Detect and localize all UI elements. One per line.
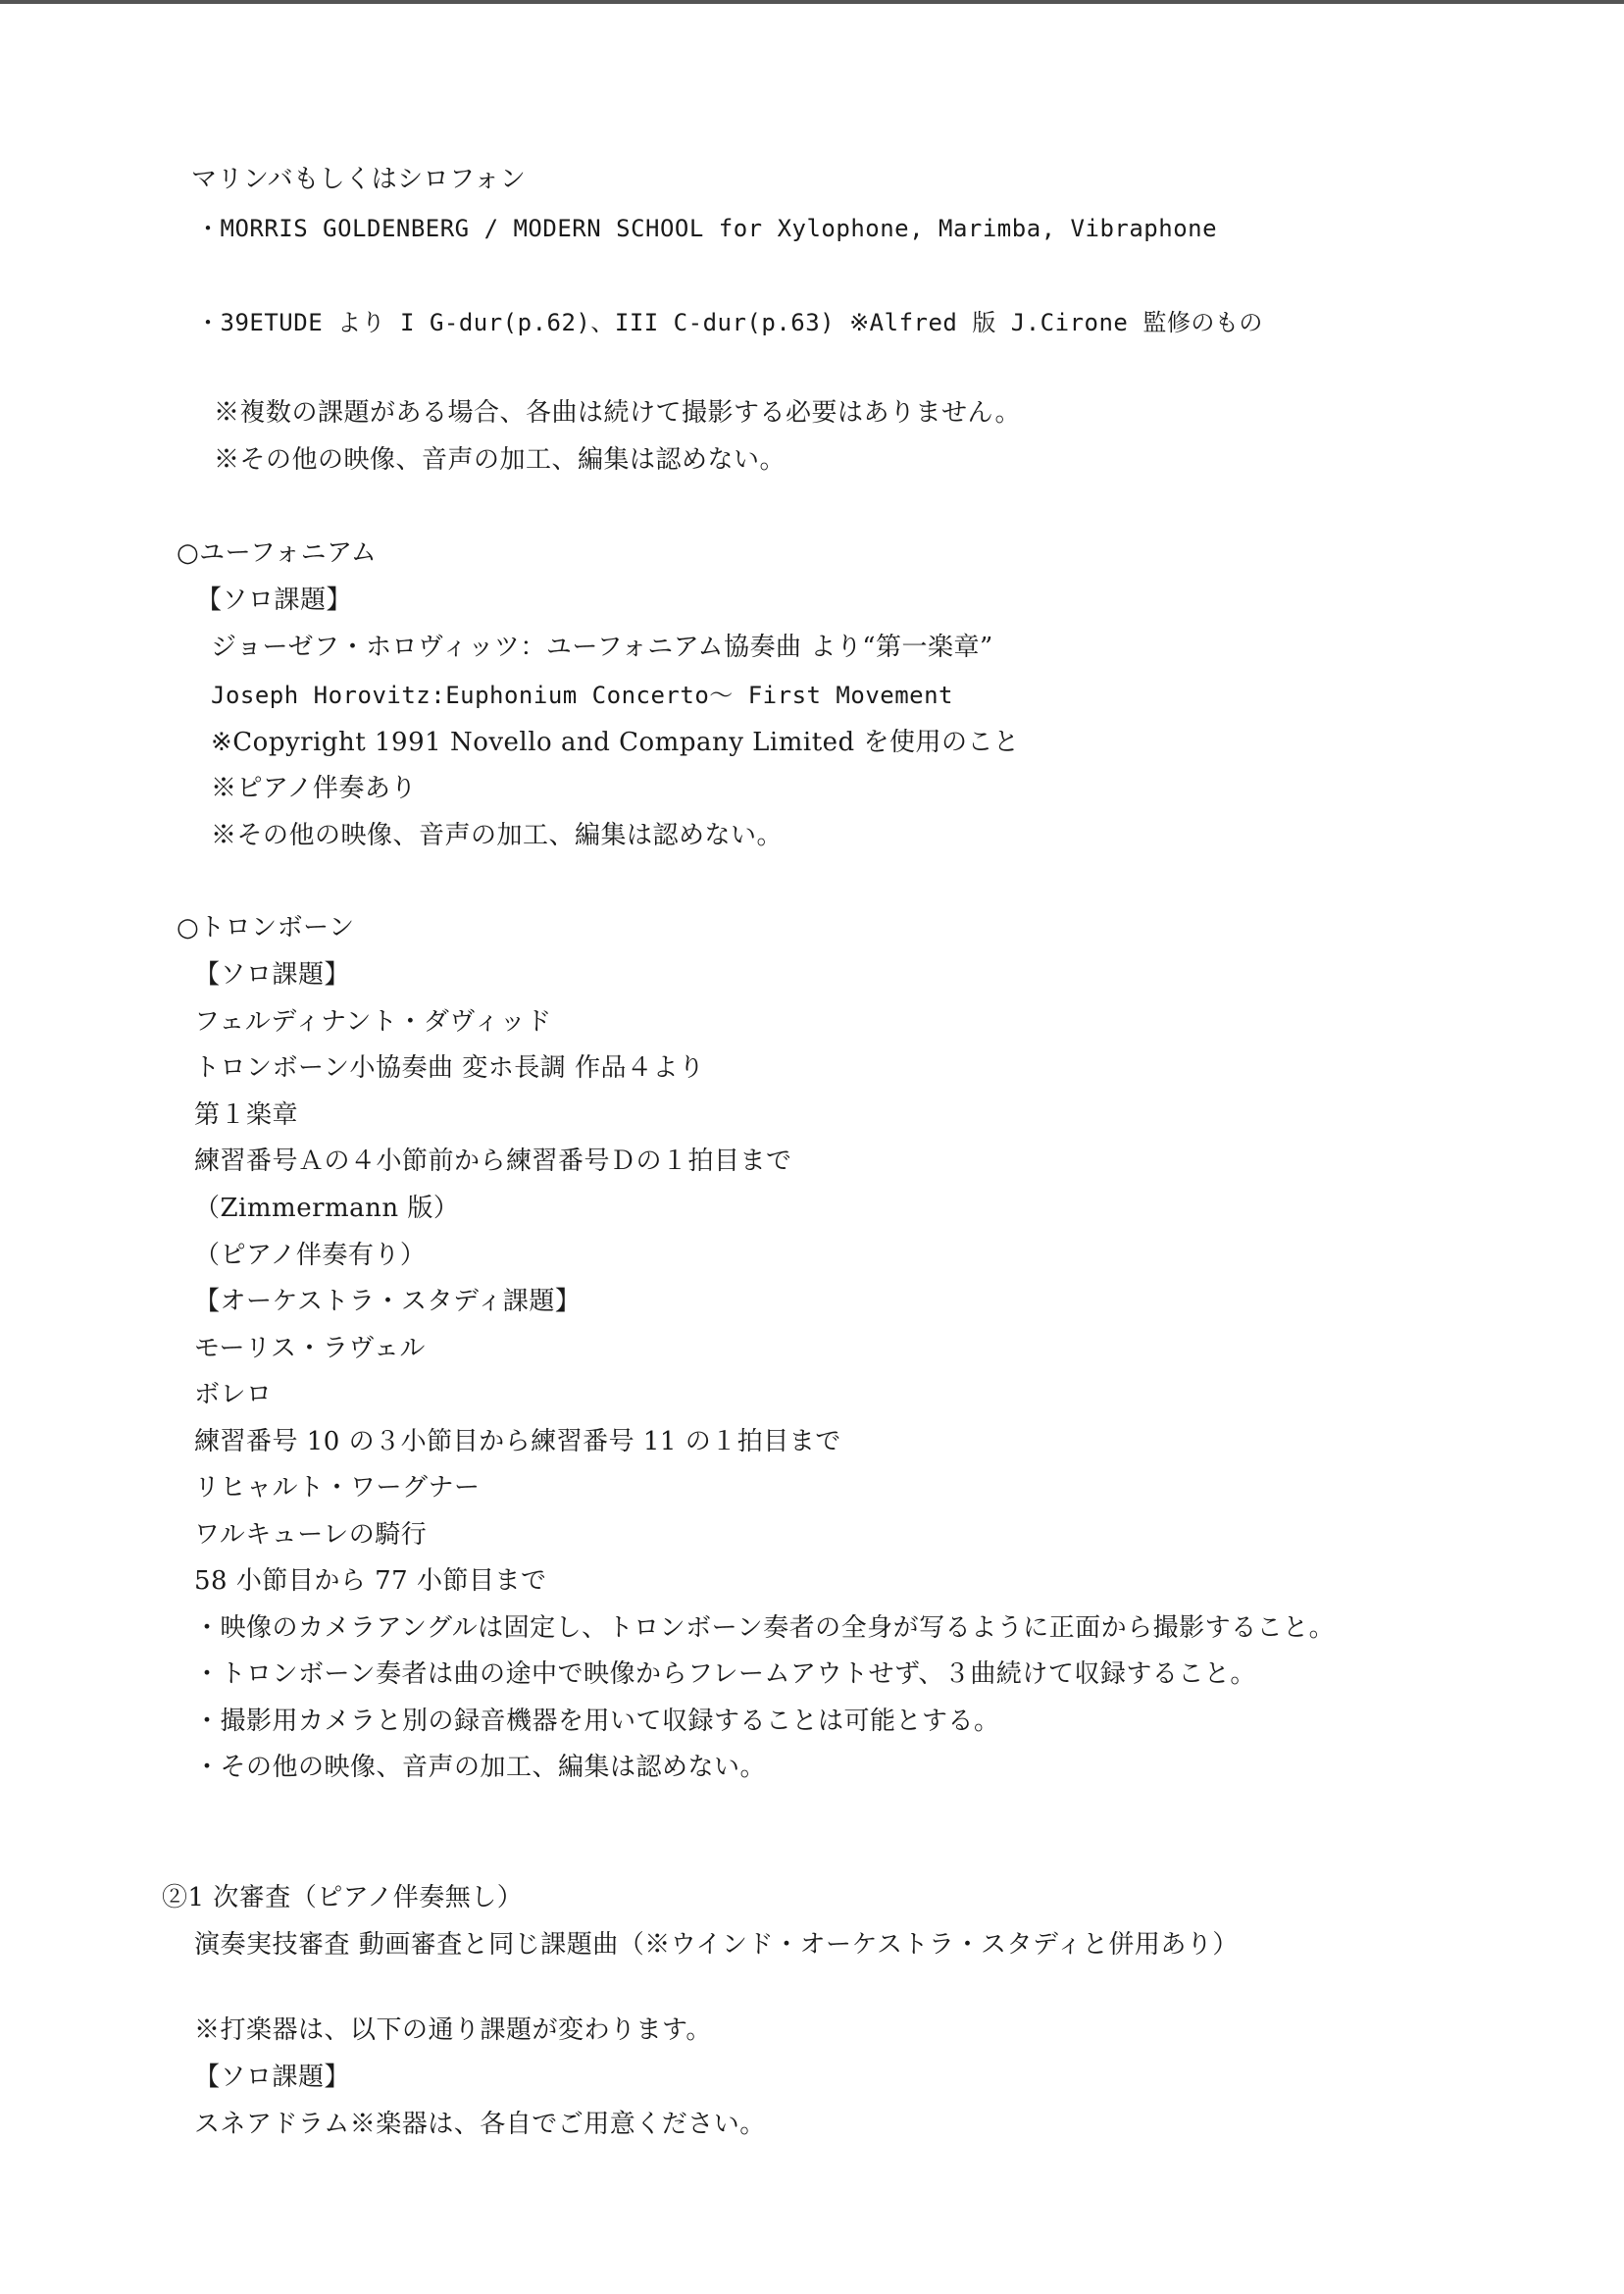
euphonium-solo-label: 【ソロ課題】 (196, 586, 353, 615)
first-review-solo-label: 【ソロ課題】 (194, 2063, 351, 2092)
trombone-composer: フェルディナント・ダヴィッド (194, 1007, 552, 1037)
euphonium-note: ※その他の映像、音声の加工、編集は認めない。 (211, 821, 784, 850)
first-review-desc: 演奏実技審査 動画審査と同じ課題曲（※ウインド・オーケストラ・スタディと併用あり） (194, 1930, 1239, 1960)
euphonium-edition: ※Copyright 1991 Novello and Company Limited を使用のこと (211, 728, 1020, 757)
trombone-orch1-piece: ボレロ (194, 1380, 273, 1409)
euphonium-piece-en: Joseph Horovitz:Euphonium Concerto～ First Movement (211, 682, 954, 709)
trombone-orch2-piece: ワルキューレの騎行 (194, 1520, 428, 1550)
marimba-heading: マリンバもしくはシロフォン (191, 165, 527, 194)
euphonium-heading: ○ユーフォニアム (177, 538, 378, 568)
first-review-snare: スネアドラム※楽器は、各自でご用意ください。 (194, 2110, 766, 2139)
marimba-item-2: ・39ETUDE より I G-dur(p.62)、III C-dur(p.63) ※Alfred 版 J.Cirone 監修のもの (196, 309, 1263, 336)
first-review-perc-note: ※打楽器は、以下の通り課題が変わります。 (194, 2015, 712, 2045)
trombone-orch1-range: 練習番号 10 の３小節目から練習番号 11 の１拍目まで (194, 1427, 841, 1456)
trombone-rule-2: ・トロンボーン奏者は曲の途中で映像からフレームアウトせず、３曲続けて収録すること。 (194, 1659, 1256, 1689)
trombone-orch2-composer: リヒャルト・ワーグナー (194, 1473, 481, 1503)
euphonium-piece-ja: ジョーゼフ・ホロヴィッツ：ユーフォニアム協奏曲 より“第一楽章” (211, 633, 993, 662)
trombone-heading: ○トロンボーン (177, 913, 355, 943)
trombone-orch-label: 【オーケストラ・スタディ課題】 (194, 1287, 582, 1316)
trombone-movement: 第１楽章 (194, 1100, 299, 1130)
marimba-item-1: ・MORRIS GOLDENBERG / MODERN SCHOOL for Xylophone, Marimba, Vibraphone (196, 215, 1218, 242)
trombone-rule-3: ・撮影用カメラと別の録音機器を用いて収録することは可能とする。 (194, 1707, 1000, 1736)
page-top-edge (0, 0, 1624, 4)
first-review-heading: ②1 次審査（ピアノ伴奏無し） (162, 1883, 524, 1912)
marimba-note-1: ※複数の課題がある場合、各曲は続けて撮影する必要はありません。 (214, 398, 1022, 428)
trombone-piece: トロンボーン小協奏曲 変ホ長調 作品４より (194, 1053, 705, 1083)
trombone-orch1-composer: モーリス・ラヴェル (194, 1334, 426, 1363)
trombone-orch2-range: 58 小節目から 77 小節目まで (194, 1566, 547, 1596)
trombone-piano: （ピアノ伴奏有り） (194, 1241, 427, 1270)
trombone-range: 練習番号Ａの４小節前から練習番号Ｄの１拍目まで (194, 1147, 792, 1176)
trombone-edition: （Zimmermann 版） (194, 1194, 460, 1223)
trombone-solo-label: 【ソロ課題】 (194, 960, 351, 990)
marimba-note-2: ※その他の映像、音声の加工、編集は認めない。 (214, 445, 787, 475)
euphonium-piano: ※ピアノ伴奏あり (211, 774, 417, 803)
trombone-rule-4: ・その他の映像、音声の加工、編集は認めない。 (194, 1753, 767, 1782)
trombone-rule-1: ・映像のカメラアングルは固定し、トロンボーン奏者の全身が写るように正面から撮影すること。 (194, 1613, 1336, 1643)
